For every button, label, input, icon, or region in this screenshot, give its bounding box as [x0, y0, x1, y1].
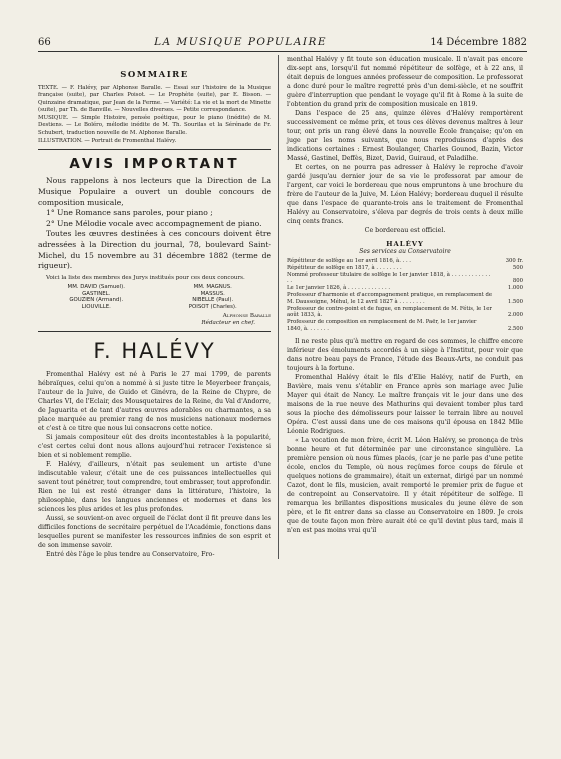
sommaire-title: SOMMAIRE	[120, 70, 189, 80]
jury-member: GOUZIEN (Armand).	[69, 297, 124, 304]
jury-member: MM. MAGNUS.	[193, 284, 232, 291]
salary-amount: 800	[512, 278, 523, 285]
left-column	[38, 55, 279, 559]
jury-member: POISOT (Charles).	[188, 303, 237, 310]
divider	[38, 149, 271, 150]
article-paragraph: « La vocation de mon frère, écrit M. Léon Halévy, se prononça de très bonne heure et fut déterminée par une circonstance singulière. La première pension où nous fûmes placés, (car je ne parle pas d'une petite école, enclos du Temple, où nous reçûmes force coups de férule et quelques notions de grammaire), était un externat, dirigé par un nommé Cazot, dont le fils, musicien, avait remporté le premier prix de fugue et de contrepoint au Conservatoire. Il y était répétiteur de solfège. Il remarqua les brillantes dispositions musicales du jeune élève de son père, et le fit entrer dans sa classe au Conservatoire en 1809. Je crois que de toute façon mon frère aurait été ce qu'il devint plus tard, mais il n'en est pas moins vrai qu'il	[287, 436, 523, 534]
article-paragraph: Aussi, se souvient-on avec orgueil de l'éclat dont il fit preuve dans les difficiles fonctions de secrétaire perpétuel de l'Académie, fonctions dans lesquelles purent se manifester les ressources infinies de son esprit et de son immense savoir.	[38, 515, 271, 550]
salary-row	[287, 306, 523, 320]
jury-left	[38, 284, 155, 310]
salary-amount: 2.000	[507, 312, 523, 319]
article-paragraph: Dans l'espace de 25 ans, quinze élèves d'Halévy remportèrent successivement ce même prix, et tous ces élèves devenus maîtres à leur tour, ont pris un rang élevé dans la nouvelle École française; qu'on en juge par les noms suivants, que nous reproduisons d'après des indications certaines : Ernest Boulanger, Charles Gounod, Bazin, Victor Massé, Gastinel, Deffès, Bizet, David, Guiraud, et Paladilhe.	[287, 110, 523, 162]
salary-row	[287, 258, 523, 265]
article-right-text-bottom	[287, 337, 523, 535]
salary-label: Nommé professeur titulaire de solfège le 1er janvier 1818, à . . . . . . . . . . . . . .	[287, 271, 491, 285]
article-title: F. HALÉVY	[93, 339, 216, 364]
salary-amount: 500	[512, 264, 523, 271]
jury-member: MM. DAVID (Samuel).	[67, 284, 125, 291]
avis-item-2: 2° Une Mélodie vocale avec accompagnement de piano.	[46, 218, 262, 228]
article-paragraph: Si jamais compositeur eût des droits incontestables à la popularité, c'est certes celui dont nous allons aujourd'hui retracer l'existence si bien et si noblement remplie.	[38, 434, 271, 460]
salary-row	[287, 272, 523, 286]
salary-amount: 1.500	[507, 298, 523, 305]
jury-intro: Voici la liste des membres des Jurys institués pour ces deux concours.	[46, 274, 245, 281]
avis-intro: Nous rappelons à nos lecteurs que la Direction de La Musique Populaire a ouvert un double concours de composition musicale,	[38, 176, 271, 207]
signature-role: Rédacteur en chef.	[201, 320, 255, 327]
avis-signature	[38, 313, 271, 327]
salary-row	[287, 319, 523, 333]
salary-amount: 2.500	[507, 325, 523, 332]
article-paragraph: Entré dès l'âge le plus tendre au Conservatoire, Fro-	[46, 551, 215, 559]
sommaire-list	[38, 85, 271, 145]
page-number: 66	[38, 37, 51, 48]
salary-label: Répétiteur de solfège en 1817, à . . . . . . . .	[287, 264, 402, 271]
salary-label: Le 1er janvier 1826, à . . . . . . . . . . . . .	[287, 285, 391, 292]
salary-row	[287, 292, 523, 306]
salary-table	[287, 258, 523, 333]
avis-body	[38, 176, 271, 271]
article-paragraph: Ce bordereau est officiel.	[364, 227, 446, 234]
salary-amount: 300 fr.	[505, 258, 523, 264]
jury-member: NIBELLE (Paul).	[192, 297, 234, 304]
right-column	[279, 55, 523, 559]
salary-label: Répétiteur de solfège au 1er avril 1816, à. . . .	[287, 258, 411, 264]
avis-item-1: 1° Une Romance sans paroles, pour piano ;	[46, 208, 213, 218]
salary-label: Professeur de composition en remplacement de M. Paër, le 1er janvier 1840, à. . . . . . .	[287, 319, 477, 332]
article-paragraph: Fromenthal Halévy était le fils d'Elie Halévy, natif de Furth, en Bavière, mais venu s'établir en France après son mariage avec Julie Mayer qui était de Nancy. Le maître français vit le jour dans une des maisons de la rue neuve des Mathurins qui devaient tomber plus tard sous la pioche des démolisseurs pour laisser le terrain libre au nouvel Opéra. C'est aussi dans une de ces maisons qu'il épousa en 1842 Mlle Léonie Rodrigues.	[287, 373, 523, 435]
sommaire-item-texte: TEXTE. — F. Halévy, par Alphonse Baralle. — Essai sur l'histoire de la Musique française (suite), par Charles Poisot. — Le Prophète (suite), par E. Bisson. — Quinzaine dramatique, par Jean de la Ferme. — Variété: La vie et la mort de Minette (suite), par Th. de Banville. — Nouvelles diverses. — Petite correspondance.	[38, 85, 271, 113]
jury-right	[155, 284, 272, 310]
salary-row	[287, 265, 523, 272]
table-title: HALÉVY	[386, 240, 424, 248]
salary-label: Professeur d'harmonie et d'accompagnement pratique, en remplacement de M. Daussoigne, Méhul, le 12 avril 1827 à . . . . . . . .	[287, 291, 493, 305]
article-paragraph: F. Halévy, d'ailleurs, n'était pas seulement un artiste d'une indiscutable valeur, c'était une de ces puissances intellectuelles qui savent tout pénétrer, tout comprendre, tout embrasser, tout approfondir. Rien ne lui est resté étranger dans la littérature, l'histoire, la philosophie, dans les langues anciennes et modernes et dans les sciences les plus arides et les plus profondes.	[38, 461, 271, 514]
article-paragraph: menthal Halévy y fit toute son éducation musicale. Il n'avait pas encore dix-sept ans, lorsqu'il fut nommé répétiteur de solfège, et à 22 ans, il était depuis de longues années professeur de composition. Le professorat a donc duré pour le maître regretté près d'un demi-siècle, et ne souffrit guère d'interruption que pendant le voyage qu'il fit à Rome à la suite de l'obtention du grand prix de composition musicale en 1819.	[287, 56, 523, 108]
table-subtitle: Ses services au Conservatoire	[359, 248, 451, 255]
salary-label: Professeur de contre-point et de fugue, en remplacement de M. Fétis, le 1er août 1833, à.	[287, 305, 492, 319]
jury-member: MASSUS.	[200, 290, 225, 297]
divider	[38, 331, 271, 332]
salary-amount: 1.000	[507, 285, 523, 292]
salary-row	[287, 285, 523, 292]
article-paragraph: Et certes, on ne pourra pas adresser à Halévy le reproche d'avoir gardé jusqu'au dernier jour de sa vie le professorat par amour de l'argent, car voici le bordereau que nous empruntons à une brochure du frère de l'auteur de la Juive, M. Léon Halévy; bordereau duquel il résulte que dans l'espace de quarante-trois ans le traitement de Fromenthal Halévy au Conservatoire, s'éleva par degrés de trois cents à deux mille cinq cents francs.	[287, 164, 523, 225]
sommaire-item-musique: MUSIQUE. — Simple Histoire, pensée poétique, pour le piano (inédite) de M. Destiens. — Le Boléro, mélodie inédite de M. Th. Sourilas et la Sérénade de Fr. Schubert, traduction nouvelle de M. Alphonse Baralle.	[38, 115, 271, 136]
article-paragraph: Il ne reste plus qu'à mettre en regard de ces sommes, le chiffre encore inférieur des émoluments accordés à un siège à l'Institut, pour voir que dans notre beau pays de France, l'étude des Beaux-Arts, ne conduit pas toujours à la fortune.	[287, 337, 523, 372]
page-header	[38, 36, 527, 52]
jury-member: LIOUVILLE.	[81, 303, 111, 310]
issue-date: 14 Décembre 1882	[430, 37, 527, 48]
signature-name: Alphonse Baralle	[222, 313, 271, 320]
sommaire-item-illustration: ILLUSTRATION. — Portrait de Fromenthal Halévy.	[38, 138, 177, 145]
jury-member: GASTINEL.	[82, 290, 111, 297]
article-paragraph: Fromenthal Halévy est né à Paris le 27 mai 1799, de parents hébraïques, celui qu'on a nommé à si juste titre le Meyerbeer français, l'auteur de la Juive, de Guido et Ginévra, de la Reine de Chypre, de Charles VI, de l'Eclair, des Mousquetaires de la Reine, du Val d'Andorre, de Jaguarita et de tant d'autres œuvres adorables ou charmantes, a sa place marquée au premier rang de nos musiciens nationaux modernes et c'est à ce titre que nous lui consacrons cette notice.	[38, 371, 271, 433]
article-right-text-top	[287, 55, 523, 235]
avis-title: AVIS IMPORTANT	[69, 156, 240, 173]
article-left-text	[38, 370, 271, 559]
avis-deadline: Toutes les œuvres destinées à ces concours doivent être adressées à la Direction du journal, 78, boulevard Saint-Michel, du 15 novembre au 31 décembre 1882 (terme de rigueur).	[38, 229, 271, 271]
jury-list	[38, 284, 271, 310]
journal-title: LA MUSIQUE POPULAIRE	[154, 36, 328, 48]
